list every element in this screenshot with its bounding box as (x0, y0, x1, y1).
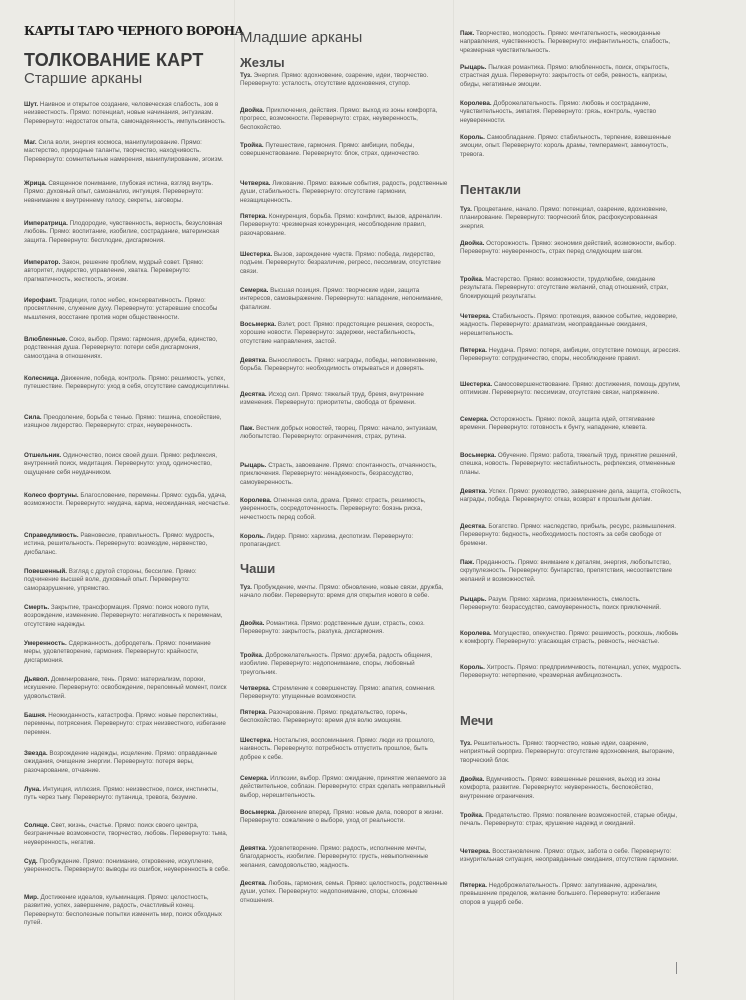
card-entry (240, 845, 448, 870)
card-name: Десятка. (240, 880, 267, 887)
card-name: Десятка. (240, 391, 267, 398)
card-entry (24, 568, 230, 593)
card-meaning: Хитрость. Прямо: предприимчивость, потенциал, успех, мудрость. Перевернуто: нетерпение, чрезмерная амбициозность. (460, 664, 682, 680)
card-meaning: Вызов, зарождение чувств. Прямо: победа, лидерство, подъем. Перевернуто: безразличие, регресс, пессимизм, отсутствие связи. (240, 251, 441, 275)
card-name: Семерка. (240, 287, 269, 294)
card-name: Восьмерка. (460, 452, 497, 459)
card-name: Шестерка. (460, 381, 493, 388)
card-name: Влюбленные. (24, 336, 68, 343)
card-meaning: Могущество, опекунство. Прямо: решимость, роскошь, любовь к комфорту. Перевернуто: угасающая страсть, ревность, несчастье. (460, 630, 679, 646)
card-name: Семерка. (240, 775, 269, 782)
card-entry (24, 604, 230, 629)
card-meaning: Сила воли, энергия космоса, манипулирование. Прямо: мастерство, природные таланты, творчество, находчивость. Перевернуто: сомнительные намерения, манипулирование, эгоизм. (24, 139, 224, 163)
card-name: Королева. (240, 497, 272, 504)
card-meaning: Сдержанность, добродетель. Прямо: понимание меры, удовлетворение, гармония. Перевернуто: крайности, дисгармония. (24, 640, 211, 664)
card-meaning: Преодоление, борьба с тенью. Прямо: тишина, спокойствие, изящное лидерство. Перевернуто: страх, неуверенность. (24, 414, 222, 430)
card-name: Тройка. (240, 142, 264, 149)
card-meaning: Традиции, голос небес, консервативность. Прямо: просветление, служение духу. Перевернуто: устаревшие способы мышления, восстание против норм общественности. (24, 297, 218, 321)
card-name: Башня. (24, 712, 47, 719)
card-meaning: Мастерство. Прямо: возможности, трудолюбие, ожидание результата. Перевернуто: отсутствие желаний, спад отношений, страх, блокирующий результаты. (460, 276, 669, 300)
card-entry (24, 297, 230, 322)
card-name: Колесница. (24, 375, 60, 382)
card-meaning: Священное понимание, глубокая истина, взгляд внутрь. Прямо: духовный опыт, самоанализ, интуиция. Перевернуто: невнимание к внутреннему голосу, секреты, заговоры. (24, 180, 214, 204)
card-meaning: Недоброжелательность. Прямо: запугивание, адреналин, превышение пределов, желание большего. Перевернуто: избегание споров в ущерб себе. (460, 882, 661, 906)
swords-heading: Мечи (460, 713, 494, 728)
card-entry (460, 630, 682, 647)
card-entry (460, 882, 682, 907)
card-meaning: Восстановление. Прямо: отдых, забота о себе. Перевернуто: изнурительная ситуация, неоправданные ожидания, отсутствие гармонии. (460, 848, 679, 864)
card-entry (24, 676, 230, 701)
card-name: Рыцарь. (460, 64, 487, 71)
card-meaning: Разум. Прямо: харизма, приземленность, смелость. Перевернуто: безрассудство, самоуверенность, поиск приключений. (460, 596, 662, 612)
card-name: Пятерка. (240, 709, 268, 716)
card-entry (460, 559, 682, 584)
card-entry (24, 180, 230, 205)
card-entry (240, 497, 448, 522)
card-entry (24, 414, 230, 431)
card-entry (460, 240, 682, 257)
card-name: Звезда. (24, 750, 48, 757)
card-name: Император. (24, 259, 61, 266)
card-name: Туз. (240, 584, 252, 591)
card-entry (240, 213, 448, 238)
card-entry (24, 336, 230, 361)
card-name: Двойка. (460, 240, 485, 247)
card-entry (24, 101, 230, 126)
card-name: Солнце. (24, 822, 50, 829)
card-meaning: Наивное и открытое создание, человеческая слабость, зов в неизвестность. Прямо: потенциал, новые начинания, энтузиазм. Перевернуто: недостаток опыта, самонадеянность, импульсивность. (24, 101, 226, 125)
card-entry (240, 652, 448, 677)
card-name: Король. (460, 134, 485, 141)
card-entry (460, 313, 682, 338)
card-meaning: Огненная сила, драма. Прямо: страсть, решимость, уверенность, сосредоточенность. Перевернуто: боязнь риска, нечестность перед собой. (240, 497, 426, 521)
card-name: Жрица. (24, 180, 47, 187)
card-name: Колесо фортуны. (24, 492, 79, 499)
card-meaning: Неожиданность, катастрофа. Прямо: новые перспективы, перемены, потрясения. Перевернуто: страх неизвестного, избегание перемен. (24, 712, 226, 736)
card-meaning: Процветание, начало. Прямо: потенциал, озарение, вдохновение, планирование. Перевернуто: творческий блок, расфокусированная энергия. (460, 206, 668, 230)
card-entry (240, 321, 448, 346)
card-entry (460, 488, 682, 505)
card-meaning: Иллюзии, выбор. Прямо: ожидание, принятие желаемого за действительное, соблазн. Перевернуто: страх сделать неправильный выбор, нерешительность. (240, 775, 446, 799)
card-name: Король. (460, 664, 485, 671)
card-meaning: Вдумчивость. Прямо: взвешенные решения, выход из зоны комфорта, развитие. Перевернуто: неуверенность, беспокойство, внутренние ограничения. (460, 776, 661, 800)
card-name: Королева. (460, 100, 492, 107)
card-meaning: Возрождение надежды, исцеление. Прямо: оправданные ожидания, очищение энергии. Перевернуто: потеря веры, разочарование, отчаяние. (24, 750, 218, 774)
card-meaning: Доминирование, тень. Прямо: материализм, пороки, искушение. Перевернуто: освобождение, переломный момент, поиск удовольствий. (24, 676, 227, 700)
card-name: Четверка. (240, 685, 271, 692)
card-name: Умеренность. (24, 640, 67, 647)
card-meaning: Конкуренция, борьба. Прямо: конфликт, вызов, адреналин. Перевернуто: чрезмерная конкуренция, несоблюдение правил, разочарование. (240, 213, 443, 237)
card-meaning: Высшая позиция. Прямо: творческие идеи, защита интересов, самовыражение. Перевернуто: нападение, непонимание, фатализм. (240, 287, 443, 311)
card-name: Девятка. (240, 845, 268, 852)
card-entry (24, 822, 230, 847)
card-name: Тройка. (460, 812, 484, 819)
page-mark (676, 962, 677, 974)
card-meaning: Романтика. Прямо: родственные души, страсть, союз. Перевернуто: закрытость, разлука, дисгармония. (240, 620, 425, 636)
card-entry (460, 776, 682, 801)
card-entry (240, 685, 448, 702)
card-meaning: Ликование. Прямо: важные события, радость, родственные души, стабильность. Перевернуто: отсутствие гармонии, незащищенность. (240, 180, 448, 204)
card-meaning: Страсть, завоевание. Прямо: спонтанность, отчаянность, приключения. Перевернуто: ненадежность, безрассудство, самоуверенность. (240, 462, 437, 486)
card-entry (460, 134, 682, 159)
wands-heading: Жезлы (240, 55, 285, 70)
card-meaning: Самосовершенствование. Прямо: достижения, помощь другим, оптимизм. Перевернуто: пессимизм, отсутствие связи, напряжение. (460, 381, 681, 397)
card-name: Четверка. (460, 313, 491, 320)
card-name: Маг. (24, 139, 37, 146)
card-meaning: Вестник добрых новостей, творец. Прямо: начало, энтузиазм, любопытство. Перевернуто: ограничения, страх, рутина. (240, 425, 438, 441)
brand-title: КАРТЫ ТАРО ЧЕРНОГО ВОРОНА (24, 24, 244, 38)
card-entry (460, 596, 682, 613)
card-name: Туз. (460, 740, 472, 747)
card-entry (240, 809, 448, 826)
card-name: Четверка. (240, 180, 271, 187)
card-name: Двойка. (240, 620, 265, 627)
card-name: Паж. (460, 559, 475, 566)
card-meaning: Преданность. Прямо: внимание к деталям, энергия, любопытство, скрупулезность. Перевернуто: бунтарство, препятствия, несоответствие желаний и возможностей. (460, 559, 673, 583)
card-meaning: Предательство. Прямо: появление возможностей, старые обиды, печаль. Перевернуто: страх, крушение надежд и ожиданий. (460, 812, 678, 828)
column-divider (453, 0, 454, 1000)
card-name: Дьявол. (24, 676, 50, 683)
card-meaning: Равновесие, правильность. Прямо: мудрость, истина, решительность. Перевернуто: возмездие, нервенство, дисбаланс. (24, 532, 215, 556)
card-meaning: Творчество, молодость. Прямо: мечтательность, неожиданные направления, чувственность. Перевернуто: инфантильность, слабость, чрезмерная чувствительность. (460, 30, 671, 54)
card-name: Двойка. (460, 776, 485, 783)
card-entry (24, 858, 230, 875)
card-name: Императрица. (24, 220, 68, 227)
card-meaning: Стремление к совершенству. Прямо: апатия, сомнения. Перевернуто: упущенные возможности. (240, 685, 436, 701)
card-entry (24, 452, 230, 477)
card-entry (460, 206, 682, 231)
card-name: Сила. (24, 414, 42, 421)
card-entry (24, 532, 230, 557)
card-entry (240, 287, 448, 312)
card-name: Отшельник. (24, 452, 62, 459)
card-entry (24, 640, 230, 665)
card-name: Восьмерка. (240, 321, 277, 328)
card-meaning: Закрытие, трансформация. Прямо: поиск нового пути, возрождение, изменение. Перевернуто: негативность к переменам, отсутствие надежды. (24, 604, 223, 628)
card-entry (240, 357, 448, 374)
cups-heading: Чаши (240, 561, 276, 576)
card-entry (240, 584, 448, 601)
card-entry (240, 775, 448, 800)
card-name: Семерка. (460, 416, 489, 423)
minor-arcana-heading: Младшие арканы (240, 29, 363, 46)
card-meaning: Осторожность. Прямо: покой, защита идей, оттягивание времени. Перевернуто: готовность к бунту, нападение, клевета. (460, 416, 655, 432)
card-entry (240, 180, 448, 205)
card-entry (240, 72, 448, 89)
card-name: Пятерка. (460, 347, 488, 354)
card-meaning: Ностальгия, воспоминания. Прямо: люди из прошлого, наивность. Перевернуто: потребность отпустить прошлое, быть добрее к себе. (240, 737, 435, 761)
card-name: Иерофант. (24, 297, 57, 304)
card-entry (460, 347, 682, 364)
card-meaning: Пробуждение. Прямо: понимание, откровение, искупление, уверенность. Перевернуто: выводы из ошибок, неуверенность в себе. (24, 858, 230, 874)
page-title: ТОЛКОВАНИЕ КАРТ (24, 50, 204, 70)
card-name: Королева. (460, 630, 492, 637)
card-name: Шут. (24, 101, 39, 108)
card-meaning: Удовлетворение. Прямо: радость, исполнение мечты, благодарность, изобилие. Перевернуто: грусть, невыполненные желания, самодовольство, жадность. (240, 845, 429, 869)
card-name: Повешенный. (24, 568, 68, 575)
card-entry (460, 64, 682, 89)
card-name: Пятерка. (240, 213, 268, 220)
card-meaning: Движение вперед. Прямо: новые дела, поворот в жизни. Перевернуто: сожаление о выборе, уход от реальности. (240, 809, 444, 825)
card-meaning: Интуиция, иллюзия. Прямо: неизвестное, поиск, инстинкты, путь через тьму. Перевернуто: путаница, тревога, безумие. (24, 786, 219, 802)
card-name: Луна. (24, 786, 41, 793)
card-meaning: Пылкая романтика. Прямо: влюбленность, поиск, открытость, страстная душа. Перевернуто: закрытость от себя, ревность, капризы, обиды, негативные эмоции. (460, 64, 670, 88)
column-divider (234, 0, 235, 1000)
card-name: Туз. (460, 206, 472, 213)
card-entry (24, 492, 230, 509)
card-meaning: Приключения, действия. Прямо: выход из зоны комфорта, прогресс, возможности. Перевернуто: страх, неуверенность, беспокойство. (240, 107, 438, 131)
card-meaning: Осторожность. Прямо: экономия действий, возможности, выбор. Перевернуто: неуверенность, страх перед следующим шагом. (460, 240, 677, 256)
card-entry (24, 750, 230, 775)
card-entry (460, 812, 682, 829)
card-entry (460, 276, 682, 301)
card-meaning: Самообладание. Прямо: стабильность, терпение, взвешенные эмоции, опыт. Перевернуто: король драмы, темперамент, замкнутость, тревога. (460, 134, 671, 158)
card-name: Рыцарь. (460, 596, 487, 603)
card-entry (460, 452, 682, 477)
card-entry (460, 30, 682, 55)
card-meaning: Взлет, рост. Прямо: предстоящие решения, скорость, хорошие новости. Перевернуто: задержки, нестабильность, отсутствие направления, застой. (240, 321, 434, 345)
card-entry (24, 894, 230, 928)
card-name: Паж. (460, 30, 475, 37)
card-meaning: Любовь, гармония, семья. Прямо: целостность, родственные души, успех. Перевернуто: недопонимание, споры, сложные отношения. (240, 880, 448, 904)
card-entry (460, 664, 682, 681)
card-meaning: Стабильность. Прямо: протекция, важное событие, недоверие, жадность. Перевернуто: драматизм, неоправданные ожидания, нерешительность. (460, 313, 678, 337)
card-name: Смерть. (24, 604, 50, 611)
card-name: Король. (240, 533, 265, 540)
card-entry (460, 381, 682, 398)
card-meaning: Выносливость. Прямо: награды, победы, неповиновение, борьба. Перевернуто: необходимость открываться и доверять. (240, 357, 438, 373)
card-entry (24, 712, 230, 737)
pentacles-heading: Пентакли (460, 182, 521, 197)
card-entry (240, 620, 448, 637)
card-name: Восьмерка. (240, 809, 277, 816)
card-entry (240, 142, 448, 159)
card-name: Паж. (240, 425, 255, 432)
card-name: Пятерка. (460, 882, 488, 889)
card-meaning: Доброжелательность. Прямо: дружба, радость общения, изобилие. Перевернуто: недопонимание, споры, любовный треугольник. (240, 652, 432, 676)
card-entry (240, 737, 448, 762)
card-name: Мир. (24, 894, 39, 901)
card-name: Суд. (24, 858, 38, 865)
card-name: Тройка. (460, 276, 484, 283)
card-meaning: Союз, выбор. Прямо: гармония, дружба, единство, родственная душа. Перевернуто: потери себя дисгармония, самоотдача в отношениях. (24, 336, 218, 360)
card-entry (460, 740, 682, 765)
card-entry (240, 425, 448, 442)
card-name: Двойка. (240, 107, 265, 114)
card-meaning: Успех. Прямо: руководство, завершение дела, защита, стойкость, награды, победа. Перевернуто: отказ, возврат к прошлым делам. (460, 488, 682, 504)
card-meaning: Достижение идеалов, кульминация. Прямо: целостность, развитие, успех, завершение, радость, счастливый конец. Перевернуто: бесполезные попытки изменить мир, поиск обходных путей. (24, 894, 222, 927)
card-entry (24, 375, 230, 392)
card-name: Тройка. (240, 652, 264, 659)
card-entry (240, 107, 448, 132)
card-entry (240, 709, 448, 726)
card-name: Десятка. (460, 523, 487, 530)
card-name: Шестерка. (240, 737, 273, 744)
card-name: Справедливость. (24, 532, 79, 539)
card-entry (460, 523, 682, 548)
card-meaning: Решительность. Прямо: творчество, новые идеи, озарение, неприятный сюрприз. Перевернуто: отсутствие вдохновения, выгорание, творческий блок. (460, 740, 675, 764)
card-meaning: Обучение. Прямо: работа, тяжелый труд, принятие решений, спешка, новость. Перевернуто: нестабильность, рефлексия, отмененные планы. (460, 452, 678, 476)
card-entry (240, 391, 448, 408)
card-name: Девятка. (460, 488, 488, 495)
card-name: Четверка. (460, 848, 491, 855)
card-meaning: Плодородие, чувственность, верность, безусловная любовь. Прямо: воспитание, изобилие, сострадание, материнская защита. Перевернуто: бесплодие, дисгармония. (24, 220, 223, 244)
card-entry (24, 259, 230, 284)
card-meaning: Неудача. Прямо: потеря, амбиции, отсутствие помощи, агрессия. Перевернуто: сотрудничество, споры, несоблюдение правил. (460, 347, 681, 363)
card-meaning: Одиночество, поиск своей души. Прямо: рефлексия, внутренний поиск, медитация. Перевернуто: уход, одиночество, ощущение себя неудачником. (24, 452, 218, 476)
card-entry (24, 220, 230, 245)
card-meaning: Свет, жизнь, счастье. Прямо: поиск своего центра, безграничные возможности, творчество, любовь. Перевернуто: тьма, неуверенность, негатив. (24, 822, 228, 846)
card-meaning: Благословение, перемены. Прямо: судьба, удача, возможности. Перевернуто: неудача, карма, неожиданная, несчастье. (24, 492, 230, 508)
card-entry (460, 416, 682, 433)
card-meaning: Лидер. Прямо: харизма, деспотизм. Перевернуто: пропагандист. (240, 533, 414, 549)
card-meaning: Путешествие, гармония. Прямо: амбиции, победы, совершенствование. Перевернуто: блок, страх, одиночество. (240, 142, 420, 158)
card-entry (24, 786, 230, 803)
card-entry (24, 139, 230, 164)
card-meaning: Пробуждение, мечты. Прямо: обновление, новые связи, дружба, начало любви. Перевернуто: время для открытия нового в себе. (240, 584, 444, 600)
major-arcana-heading: Старшие арканы (24, 70, 143, 87)
card-meaning: Движение, победа, контроль. Прямо: решимость, успех, путешествие. Перевернуто: уход в себя, отсутствие самодисциплины. (24, 375, 230, 391)
card-meaning: Доброжелательность. Прямо: любовь и сострадание, чувствительность, эмпатия. Перевернуто: грязь, контроль, чувство неуверенности. (460, 100, 657, 124)
card-entry (240, 251, 448, 276)
card-entry (240, 880, 448, 905)
card-meaning: Разочарование. Прямо: предательство, горечь, беспокойство. Перевернуто: время для волю эмоциям. (240, 709, 408, 725)
card-meaning: Богатство. Прямо: наследство, прибыль, ресурс, размышления. Перевернуто: бедность, необходимость постоять за себя свободе от бремени. (460, 523, 676, 547)
card-entry (240, 533, 448, 550)
card-meaning: Исход сил. Прямо: тяжелый труд, бремя, внутренние изменения. Перевернуто: приоритеты, свобода от бремени. (240, 391, 424, 407)
card-meaning: Энергия. Прямо: вдохновение, озарение, идеи, творчество. Перевернуто: усталость, отсутствие вдохновения, ступор. (240, 72, 429, 88)
card-entry (460, 100, 682, 125)
card-name: Рыцарь. (240, 462, 267, 469)
card-meaning: Взгляд с другой стороны, бессилие. Прямо: подчинение высшей воле, духовный опыт. Перевернуто: саморазрушение, упрямство. (24, 568, 197, 592)
card-name: Шестерка. (240, 251, 273, 258)
card-entry (240, 462, 448, 487)
card-meaning: Закон, решение проблем, мудрый совет. Прямо: авторитет, лидерство, управление, хватка. Перевернуто: прагматичность, жесткость, эгоизм. (24, 259, 204, 283)
card-name: Девятка. (240, 357, 268, 364)
card-name: Туз. (240, 72, 252, 79)
card-entry (460, 848, 682, 865)
